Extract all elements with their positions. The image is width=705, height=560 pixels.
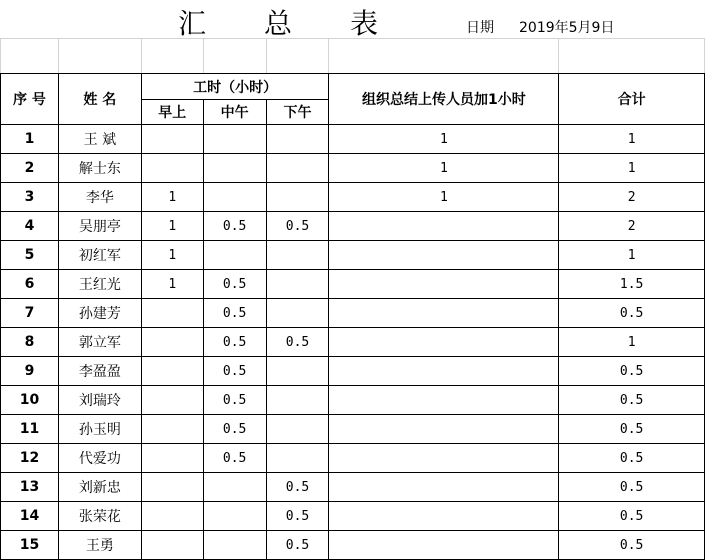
row-index[interactable]: 2 <box>1 154 59 183</box>
row-index[interactable]: 8 <box>1 328 59 357</box>
row-total[interactable]: 0.5 <box>559 444 705 473</box>
row-noon[interactable]: 0.5 <box>203 386 266 415</box>
row-total[interactable]: 1 <box>559 328 705 357</box>
row-morning[interactable] <box>141 299 203 328</box>
row-total[interactable]: 1 <box>559 154 705 183</box>
row-afternoon[interactable]: 0.5 <box>266 473 329 502</box>
table-row <box>1 328 705 357</box>
row-morning[interactable] <box>141 125 203 154</box>
row-name[interactable]: 王 斌 <box>58 125 141 154</box>
header-total[interactable]: 合计 <box>559 74 705 125</box>
row-morning[interactable]: 1 <box>141 270 203 299</box>
row-name[interactable]: 郭立军 <box>58 328 141 357</box>
row-name[interactable]: 王勇 <box>58 531 141 560</box>
row-noon[interactable]: 0.5 <box>203 212 266 241</box>
row-morning[interactable] <box>141 357 203 386</box>
table-row <box>1 270 705 299</box>
row-morning[interactable] <box>141 473 203 502</box>
row-afternoon[interactable] <box>266 241 329 270</box>
row-index[interactable]: 7 <box>1 299 59 328</box>
row-index[interactable]: 3 <box>1 183 59 212</box>
row-morning[interactable]: 1 <box>141 241 203 270</box>
table-row <box>1 357 705 386</box>
row-extra[interactable] <box>329 299 559 328</box>
row-noon[interactable]: 0.5 <box>203 328 266 357</box>
row-morning[interactable] <box>141 386 203 415</box>
row-index[interactable]: 5 <box>1 241 59 270</box>
table-row <box>1 531 705 560</box>
row-index[interactable]: 11 <box>1 415 59 444</box>
blank-cell[interactable] <box>58 39 141 74</box>
row-total[interactable]: 0.5 <box>559 386 705 415</box>
row-afternoon[interactable] <box>266 270 329 299</box>
header-name[interactable]: 姓 名 <box>58 74 141 125</box>
row-afternoon[interactable] <box>266 386 329 415</box>
row-afternoon[interactable] <box>266 444 329 473</box>
table-row <box>1 502 705 531</box>
header-afternoon[interactable]: 下午 <box>266 100 329 125</box>
row-index[interactable]: 12 <box>1 444 59 473</box>
row-total[interactable]: 0.5 <box>559 531 705 560</box>
row-name[interactable]: 刘新忠 <box>58 473 141 502</box>
row-extra[interactable] <box>329 212 559 241</box>
row-morning[interactable] <box>141 328 203 357</box>
row-afternoon[interactable] <box>266 125 329 154</box>
row-index[interactable]: 15 <box>1 531 59 560</box>
row-index[interactable]: 6 <box>1 270 59 299</box>
table-row <box>1 299 705 328</box>
table-row <box>1 183 705 212</box>
row-total[interactable]: 2 <box>559 183 705 212</box>
row-index[interactable]: 9 <box>1 357 59 386</box>
row-afternoon[interactable] <box>266 183 329 212</box>
row-noon[interactable] <box>203 154 266 183</box>
header-morning[interactable]: 早上 <box>141 100 203 125</box>
header-row-1 <box>1 74 705 100</box>
row-total[interactable]: 0.5 <box>559 502 705 531</box>
row-extra[interactable] <box>329 386 559 415</box>
row-afternoon[interactable]: 0.5 <box>266 212 329 241</box>
blank-cell[interactable] <box>266 39 329 74</box>
row-name[interactable]: 张荣花 <box>58 502 141 531</box>
row-morning[interactable]: 1 <box>141 183 203 212</box>
row-name[interactable]: 李盈盈 <box>58 357 141 386</box>
row-extra[interactable] <box>329 444 559 473</box>
row-noon[interactable]: 0.5 <box>203 357 266 386</box>
row-index[interactable]: 14 <box>1 502 59 531</box>
header-hours-group[interactable]: 工时（小时） <box>141 74 329 100</box>
row-noon[interactable]: 0.5 <box>203 270 266 299</box>
table-row <box>1 125 705 154</box>
row-extra[interactable]: 1 <box>329 183 559 212</box>
row-index[interactable]: 1 <box>1 125 59 154</box>
row-extra[interactable] <box>329 502 559 531</box>
row-extra[interactable] <box>329 357 559 386</box>
row-noon[interactable] <box>203 241 266 270</box>
date-value[interactable]: 2019年5月9日 <box>519 20 615 36</box>
blank-cell[interactable] <box>141 39 203 74</box>
row-extra[interactable] <box>329 531 559 560</box>
row-noon[interactable]: 0.5 <box>203 444 266 473</box>
table-row <box>1 444 705 473</box>
row-afternoon[interactable]: 0.5 <box>266 328 329 357</box>
table-row <box>1 154 705 183</box>
row-morning[interactable] <box>141 502 203 531</box>
row-index[interactable]: 10 <box>1 386 59 415</box>
row-morning[interactable] <box>141 154 203 183</box>
row-morning[interactable] <box>141 415 203 444</box>
row-name[interactable]: 解士东 <box>58 154 141 183</box>
summary-table <box>0 38 705 560</box>
row-total[interactable]: 0.5 <box>559 357 705 386</box>
blank-cell[interactable] <box>203 39 266 74</box>
row-afternoon[interactable] <box>266 299 329 328</box>
row-extra[interactable] <box>329 270 559 299</box>
row-name[interactable]: 初红军 <box>58 241 141 270</box>
blank-cell[interactable] <box>1 39 59 74</box>
table-row <box>1 415 705 444</box>
row-noon[interactable] <box>203 502 266 531</box>
row-total[interactable]: 0.5 <box>559 473 705 502</box>
row-name[interactable]: 王红光 <box>58 270 141 299</box>
row-noon[interactable]: 0.5 <box>203 299 266 328</box>
sheet-title: 汇总表 <box>178 7 437 40</box>
table-row <box>1 212 705 241</box>
row-name[interactable]: 孙玉明 <box>58 415 141 444</box>
row-noon[interactable]: 0.5 <box>203 415 266 444</box>
row-name[interactable]: 孙建芳 <box>58 299 141 328</box>
row-morning[interactable] <box>141 531 203 560</box>
row-name[interactable]: 吴朋亭 <box>58 212 141 241</box>
blank-row <box>1 39 705 74</box>
row-extra[interactable]: 1 <box>329 125 559 154</box>
row-extra[interactable] <box>329 241 559 270</box>
row-afternoon[interactable] <box>266 357 329 386</box>
title-row <box>0 0 705 38</box>
row-afternoon[interactable] <box>266 415 329 444</box>
header-index[interactable]: 序 号 <box>1 74 59 125</box>
row-extra[interactable] <box>329 328 559 357</box>
row-name[interactable]: 代爱功 <box>58 444 141 473</box>
date-label: 日期 <box>466 20 494 36</box>
row-index[interactable]: 4 <box>1 212 59 241</box>
table-row <box>1 386 705 415</box>
table-row <box>1 241 705 270</box>
row-total[interactable]: 2 <box>559 212 705 241</box>
row-morning[interactable] <box>141 444 203 473</box>
row-total[interactable]: 1 <box>559 241 705 270</box>
row-afternoon[interactable]: 0.5 <box>266 502 329 531</box>
row-afternoon[interactable]: 0.5 <box>266 531 329 560</box>
row-name[interactable]: 李华 <box>58 183 141 212</box>
blank-cell[interactable] <box>329 39 559 74</box>
row-index[interactable]: 13 <box>1 473 59 502</box>
row-extra[interactable] <box>329 415 559 444</box>
row-morning[interactable]: 1 <box>141 212 203 241</box>
row-afternoon[interactable] <box>266 154 329 183</box>
row-total[interactable]: 1 <box>559 125 705 154</box>
row-noon[interactable] <box>203 125 266 154</box>
row-total[interactable]: 0.5 <box>559 415 705 444</box>
table-row <box>1 473 705 502</box>
row-noon[interactable] <box>203 183 266 212</box>
row-extra[interactable]: 1 <box>329 154 559 183</box>
row-total[interactable]: 0.5 <box>559 299 705 328</box>
row-noon[interactable] <box>203 473 266 502</box>
row-extra[interactable] <box>329 473 559 502</box>
blank-cell[interactable] <box>559 39 705 74</box>
row-noon[interactable] <box>203 531 266 560</box>
header-extra[interactable]: 组织总结上传人员加1小时 <box>329 74 559 125</box>
row-name[interactable]: 刘瑞玲 <box>58 386 141 415</box>
row-total[interactable]: 1.5 <box>559 270 705 299</box>
header-noon[interactable]: 中午 <box>203 100 266 125</box>
